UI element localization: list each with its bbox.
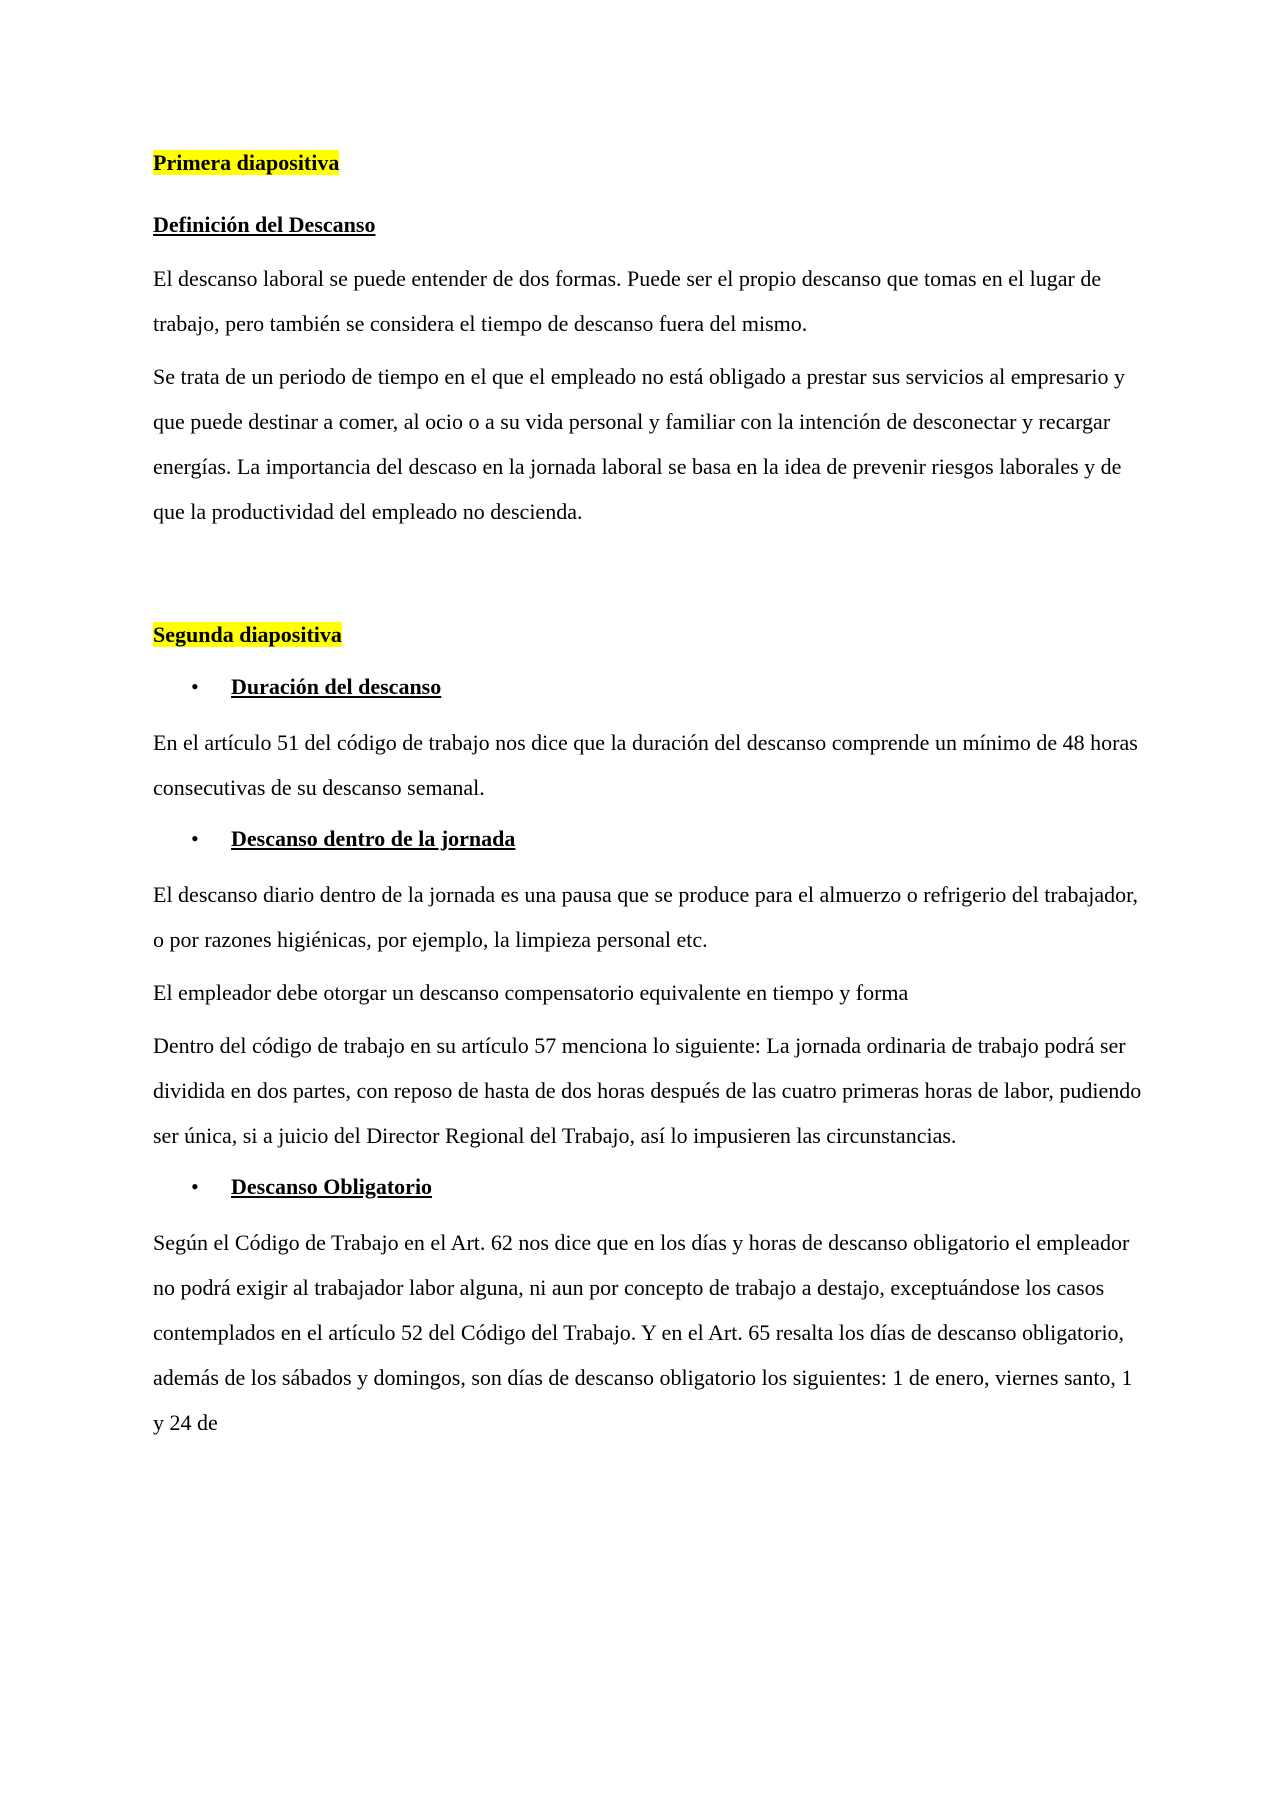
bullet-icon: • — [191, 826, 199, 851]
bullet-item-obligatorio — [153, 1172, 1143, 1202]
obligatorio-paragraph-1: Según el Código de Trabajo en el Art. 62 nos dice que en los días y horas de descanso obligatorio el empleador no podrá exigir al trabajador labor alguna, ni aun por concepto de trabajo a destajo, exceptuándose los casos contemplados en el artículo 52 del Código del Trabajo. Y en el Art. 65 resalta los días de descanso obligatorio, además de los sábados y domingos, son días de descanso obligatorio los siguientes: 1 de enero, viernes santo, 1 y 24 de — [153, 1230, 1133, 1435]
bullet-label-obligatorio: Descanso Obligatorio — [231, 1174, 433, 1199]
jornada-paragraph-2: El empleador debe otorgar un descanso compensatorio equivalente en tiempo y forma — [153, 980, 909, 1005]
duracion-paragraph-1: En el artículo 51 del código de trabajo nos dice que la duración del descanso comprende un mínimo de 48 horas consecutivas de su descanso semanal. — [153, 730, 1138, 800]
bullet-label-duracion: Duración del descanso — [231, 674, 442, 699]
jornada-paragraph-1: El descanso diario dentro de la jornada es una pausa que se produce para el almuerzo o refrigerio del trabajador, o por razones higiénicas, por ejemplo, la limpieza personal etc. — [153, 882, 1139, 952]
bullet-icon: • — [191, 674, 199, 699]
bullet-icon: • — [191, 1174, 199, 1199]
section1-paragraph-2: Se trata de un periodo de tiempo en el que el empleado no está obligado a prestar sus servicios al empresario y que puede destinar a comer, al ocio o a su vida personal y familiar con la intención de desconectar y recargar energías. La importancia del descaso en la jornada laboral se basa en la idea de prevenir riesgos laborales y de que la productividad del empleado no descienda. — [153, 364, 1125, 524]
section1-heading: Primera diapositiva — [153, 150, 340, 175]
section1-paragraph-1: El descanso laboral se puede entender de dos formas. Puede ser el propio descanso que tomas en el lugar de trabajo, pero también se considera el tiempo de descanso fuera del mismo. — [153, 266, 1102, 336]
document-page — [153, 150, 1143, 1445]
section1-subheading: Definición del Descanso — [153, 212, 376, 237]
section2-heading-block — [153, 622, 1143, 648]
section2-heading: Segunda diapositiva — [153, 622, 342, 647]
section1-heading-block — [153, 150, 1143, 176]
bullet-label-jornada: Descanso dentro de la jornada — [231, 826, 516, 851]
jornada-paragraph-3: Dentro del código de trabajo en su artículo 57 menciona lo siguiente: La jornada ordinaria de trabajo podrá ser dividida en dos partes, con reposo de hasta de dos horas después de las cuatro primeras horas de labor, pudiendo ser única, si a juicio del Director Regional del Trabajo, así lo impusieren las circunstancias. — [153, 1033, 1142, 1148]
bullet-item-jornada — [153, 824, 1143, 854]
bullet-item-duracion — [153, 672, 1143, 702]
